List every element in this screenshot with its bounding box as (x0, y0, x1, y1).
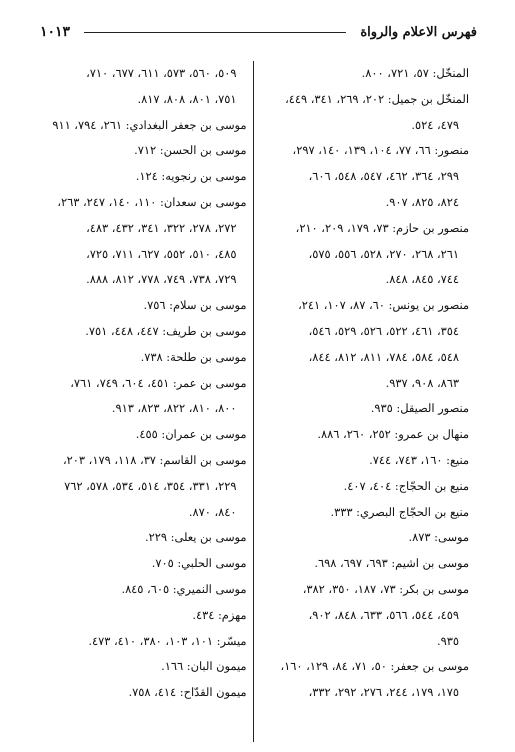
index-line: ٤٨٥، ٥١٠، ٥٥٢، ٦٢٧، ٧١١، ٧٢٥، (86, 246, 237, 261)
index-line: المنخّل بن جميل: ٢٠٢، ٢٦٩، ٣٤١، ٤٤٩، (285, 91, 469, 106)
index-line: ٧٢٩، ٧٣٨، ٧٤٩، ٧٧٨، ٨١٢، ٨٨٨. (86, 272, 237, 287)
index-line: منصور الصيقل: ٩٣٥. (370, 401, 469, 416)
index-line: منيع بن الحجّاج: ٤٠٤، ٤٠٧. (343, 478, 469, 493)
index-line: ميسّر: ١٠١، ١٠٣، ٣٨٠، ٤١٠، ٤٧٣. (88, 633, 247, 648)
index-line: موسى بن سلام: ٧٥٦. (143, 298, 247, 313)
index-line: ٢٦١، ٢٦٨، ٢٧٠، ٥٢٨، ٥٥٦، ٥٧٥، (308, 246, 459, 261)
index-line: ٢٩٩، ٣٦٤، ٤٦٢، ٥٤٧، ٥٤٨، ٦٠٦، (308, 169, 459, 184)
index-line: ٥٠٩، ٥٦٠، ٥٧٣، ٦١١، ٦٧٧، ٧١٠، (86, 66, 237, 80)
index-line: موسى بن سعدان: ١١٠، ١٤٠، ٢٤٧، ٢٦٣، (57, 194, 247, 209)
index-line: موسى بن اشيم: ٦٩٣، ٦٩٧، ٦٩٨. (314, 556, 469, 571)
index-line: ٤٥٩، ٥٤٤، ٥٦٦، ٦٣٣، ٨٤٨، ٩٠٢، (308, 607, 459, 622)
index-line: موسى بن القاسم: ٣٧، ١١٨، ١٧٩، ٢٠٣، (62, 452, 247, 467)
index-columns (30, 61, 475, 742)
index-line: موسى الحلبي: ٧٠٥. (151, 556, 247, 571)
index-line: موسى بن الحسن: ٧١٢. (134, 143, 247, 158)
index-line: موسى بن يعلى: ٢٢٩. (145, 530, 247, 545)
index-line: منصور بن حازم: ٧٣، ١٧٩، ٢٠٩، ٢١٠، (295, 220, 469, 235)
index-line: ٩٣٥. (437, 633, 459, 648)
right-column (253, 61, 476, 742)
index-line: ميمون القدّاح: ٤١٤، ٧٥٨. (128, 685, 247, 700)
page-header (40, 20, 477, 44)
index-line: ٨٢٤، ٨٢٥، ٩٠٧. (385, 194, 459, 209)
index-line: موسى النميري: ٦٠٥، ٨٤٥. (121, 581, 247, 596)
index-line: ٣٥٤، ٤٦١، ٥٢٢، ٥٢٦، ٥٢٩، ٥٤٦، (308, 323, 459, 338)
left-column (30, 61, 253, 742)
index-line: منيع: ١٦٠، ٧٤٣، ٧٤٤. (369, 452, 469, 467)
index-line: ١٧٥، ١٧٩، ٢٤٤، ٢٧٦، ٢٩٢، ٣٣٢، (308, 685, 459, 700)
index-line: موسى بن جعفر: ٥٠، ٧١، ٨٤، ١٢٩، ١٦٠، (280, 659, 469, 674)
index-line: موسى بن جعفر البغدادي: ٢٦١، ٧٩٤، ٩١١ (52, 117, 247, 132)
index-line: ٨٠٠، ٨١٠، ٨٢٢، ٨٢٣، ٩١٣. (111, 401, 237, 416)
index-line: موسى بن عمر: ٤٥١، ٦٠٤، ٧٤٩، ٧٦١، (70, 375, 247, 390)
index-line: ميمون البان: ١٦٦. (161, 659, 247, 674)
running-title: فهرس الاعلام والرواة (360, 24, 477, 40)
header-rule (84, 32, 346, 33)
index-line: موسى بن عمران: ٤٥٥. (135, 427, 247, 442)
index-line: موسى: ٨٧٣. (408, 530, 469, 545)
index-line: موسى بن طلحة: ٧٣٨. (140, 349, 247, 364)
index-line: موسى بن طريف: ٤٤٧، ٤٤٨، ٧٥١. (85, 323, 247, 338)
index-line: ٧٤٤، ٨٤٥، ٨٤٨. (385, 272, 459, 287)
index-line: موسى بن رنجويه: ١٢٤. (135, 169, 247, 184)
index-line: مهزم: ٤٣٤. (192, 607, 247, 622)
index-line: ٢٢٩، ٣٣١، ٣٥٤، ٥١٤، ٥٣٤، ٥٧٨، ٧٦٢ (64, 478, 237, 493)
index-line: ٢٧٢، ٢٧٨، ٣٢٢، ٣٤١، ٤٣٢، ٤٨٣، (86, 220, 237, 235)
index-line: منصور بن يونس: ٦٠، ٨٧، ١٠٧، ٢٤١، (298, 298, 469, 313)
index-line: ٤٧٩، ٥٢٤. (411, 117, 459, 132)
index-line: ٨٦٣، ٩٠٨، ٩٣٧. (385, 375, 459, 390)
page-number: ١٠١٣ (40, 24, 71, 40)
index-line: المنخّل: ٥٧، ٧٢١، ٨٠٠. (361, 66, 469, 80)
index-line: منصور: ٦٦، ٧٧، ١٠٤، ١٣٩، ١٤٠، ٢٩٧، (292, 143, 469, 158)
index-line: منيع بن الحجّاج البصري: ٣٣٣. (330, 504, 469, 519)
index-line: ٥٤٨، ٥٨٤، ٧٨٤، ٨١١، ٨١٢، ٨٤٤، (308, 349, 459, 364)
index-line: منهال بن عمرو: ٢٥٢، ٢٦٠، ٨٨٦. (317, 427, 469, 442)
index-line: موسى بن بكر: ٧٣، ١٨٧، ٣٥٠، ٣٨٢، (302, 581, 469, 596)
index-line: ٨٤٠، ٨٧٠. (188, 504, 237, 519)
index-line: ٧٥١، ٨٠١، ٨٠٨، ٨١٧. (137, 91, 237, 106)
